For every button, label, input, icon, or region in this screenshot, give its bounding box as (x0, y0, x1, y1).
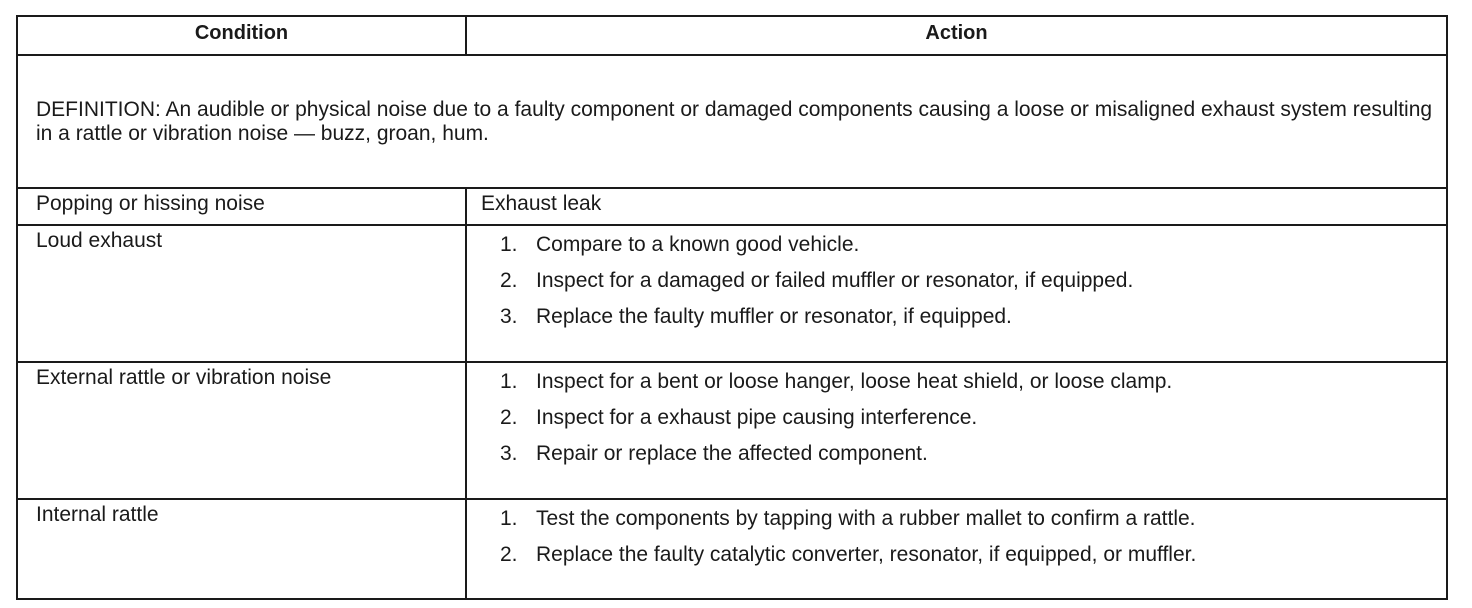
header-action: Action (925, 22, 988, 44)
action-cell: Exhaust leak (481, 192, 602, 215)
step-text: Replace the faulty catalytic converter, resonator, if equipped, or muffler. (536, 543, 1197, 566)
condition-cell: External rattle or vibration noise (18, 363, 467, 498)
step-number: 3. (500, 442, 518, 465)
step-number: 1. (500, 507, 518, 530)
definition-row (18, 54, 1446, 187)
definition-text: DEFINITION: An audible or physical noise due to a faulty component or damaged components causing a loose or misaligned exhaust system resulting in a rattle or vibration noise — buzz, groan, hum. (36, 98, 1433, 145)
table-row (18, 361, 1446, 498)
action-step (500, 233, 1446, 269)
condition-cell: Popping or hissing noise (18, 189, 467, 224)
condition-cell: Internal rattle (18, 500, 467, 598)
action-step (500, 305, 1446, 341)
action-steps (480, 229, 1446, 341)
action-step (500, 370, 1446, 406)
action-cell (467, 226, 1446, 361)
step-number: 1. (500, 233, 518, 256)
action-cell (467, 500, 1446, 598)
step-text: Compare to a known good vehicle. (536, 233, 860, 256)
header-condition: Condition (18, 17, 467, 54)
step-number: 2. (500, 406, 518, 429)
table-row (18, 498, 1446, 598)
condition-cell: Loud exhaust (18, 226, 467, 361)
action-step (500, 406, 1446, 442)
action-step (500, 442, 1446, 478)
action-step (500, 269, 1446, 305)
action-steps (480, 503, 1446, 579)
step-text: Replace the faulty muffler or resonator, if equipped. (536, 305, 1012, 328)
step-text: Test the components by tapping with a rubber mallet to confirm a rattle. (536, 507, 1196, 530)
table-header-row (18, 17, 1446, 54)
diagnostic-table (16, 15, 1448, 600)
step-number: 1. (500, 370, 518, 393)
table-row (18, 187, 1446, 224)
step-text: Inspect for a exhaust pipe causing interference. (536, 406, 978, 429)
step-number: 2. (500, 269, 518, 292)
table-row (18, 224, 1446, 361)
action-step (500, 507, 1446, 543)
step-text: Inspect for a bent or loose hanger, loose heat shield, or loose clamp. (536, 370, 1173, 393)
step-number: 3. (500, 305, 518, 328)
step-text: Inspect for a damaged or failed muffler or resonator, if equipped. (536, 269, 1134, 292)
action-steps (480, 366, 1446, 478)
action-step (500, 543, 1446, 579)
action-cell (467, 363, 1446, 498)
step-number: 2. (500, 543, 518, 566)
step-text: Repair or replace the affected component. (536, 442, 928, 465)
